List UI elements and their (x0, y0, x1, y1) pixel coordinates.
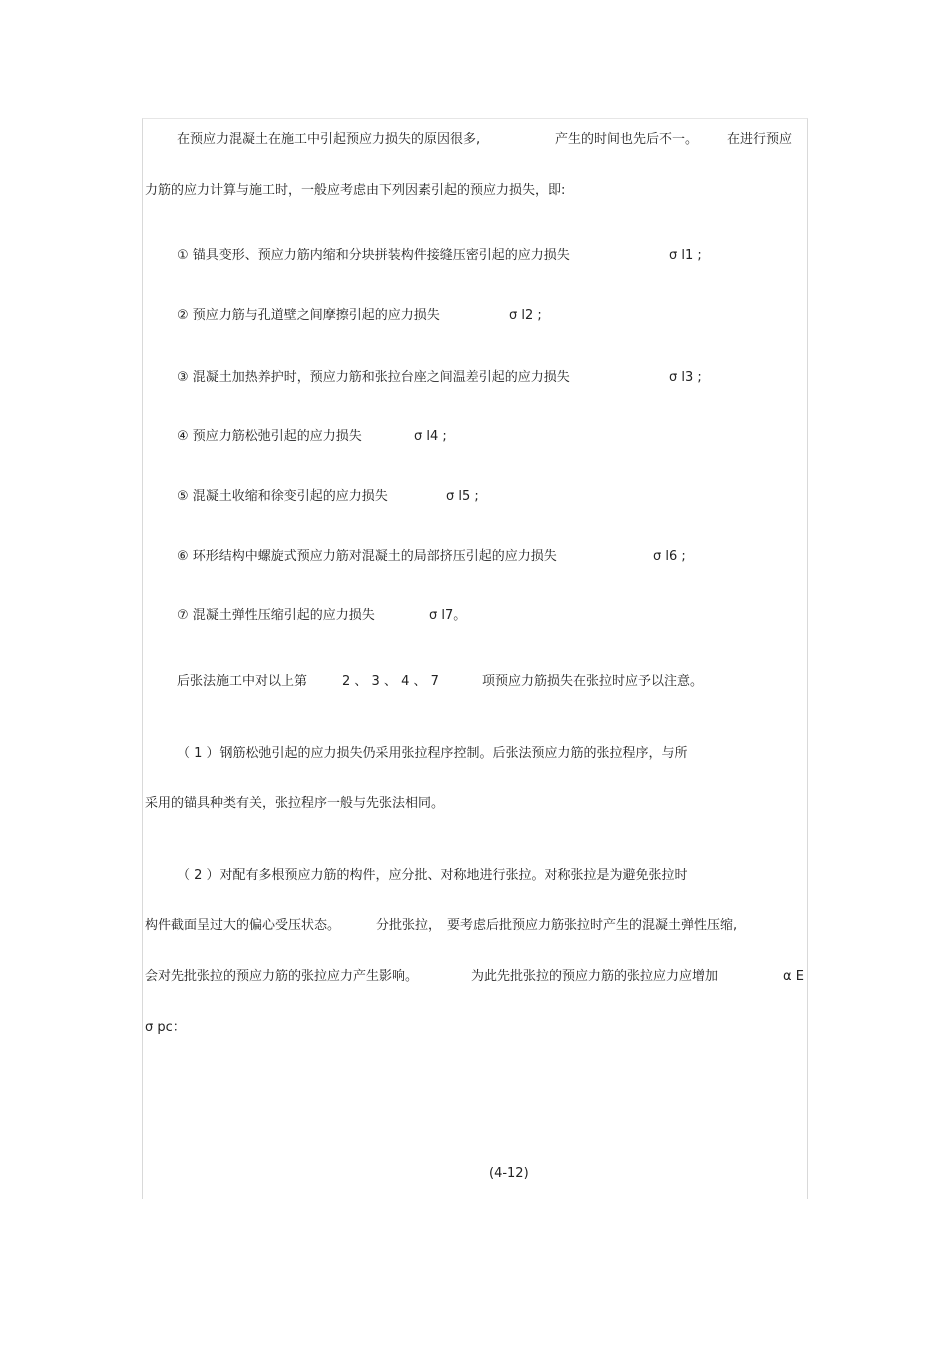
para2-line-1: （ 2 ）对配有多根预应力筋的构件，应分批、对称地进行张拉。对称张拉是为避免张拉时 (177, 868, 688, 883)
intro-text-1b: 产生的时间也先后不一。 (555, 132, 699, 147)
para2-text-2a: 构件截面呈过大的偏心受压状态。 (145, 918, 341, 933)
para1-line-1: （ 1 ）钢筋松弛引起的应力损失仍采用张拉程序控制。后张法预应力筋的张拉程序，与所 (177, 746, 688, 761)
list-item-symbol: σ l7。 (429, 608, 467, 623)
para2-text-3c: α E (783, 969, 804, 984)
list-item-text: ⑥ 环形结构中螺旋式预应力筋对混凝土的局部挤压引起的应力损失 (177, 549, 557, 564)
equation-label: (4-12) (489, 1166, 529, 1181)
list-item-symbol: σ l4 ; (414, 429, 447, 444)
list-item-text: ① 锚具变形、预应力筋内缩和分块拼装构件接缝压密引起的应力损失 (177, 248, 570, 263)
list-item-text: ③ 混凝土加热养护时，预应力筋和张拉台座之间温差引起的应力损失 (177, 370, 570, 385)
note-text-c: 项预应力筋损失在张拉时应予以注意。 (482, 674, 704, 689)
list-item-symbol: σ l3 ; (669, 370, 702, 385)
intro-text-1c: 在进行预应 (727, 132, 793, 147)
para1-line-2: 采用的锚具种类有关，张拉程序一般与先张法相同。 (145, 796, 445, 811)
para2-text-3b: 为此先批张拉的预应力筋的张拉应力应增加 (471, 969, 719, 984)
para2-text-2b: 分批张拉， (376, 918, 442, 933)
list-item-symbol: σ l1 ; (669, 248, 702, 263)
list-item-text: ④ 预应力筋松弛引起的应力损失 (177, 429, 362, 444)
list-item-symbol: σ l2 ; (509, 308, 542, 323)
note-text-a: 后张法施工中对以上第 (177, 674, 308, 689)
intro-line-2: 力筋的应力计算与施工时，一般应考虑由下列因素引起的预应力损失，即: (145, 183, 566, 198)
list-item-text: ② 预应力筋与孔道壁之间摩擦引起的应力损失 (177, 308, 440, 323)
note-text-b: 2 、 3 、 4 、 7 (342, 674, 439, 689)
para2-text-2c: 要考虑后批预应力筋张拉时产生的混凝土弹性压缩, (447, 918, 738, 933)
list-item-symbol: σ l6 ; (653, 549, 686, 564)
para2-text-3a: 会对先批张拉的预应力筋的张拉应力产生影响。 (145, 969, 419, 984)
list-item-text: ⑦ 混凝土弹性压缩引起的应力损失 (177, 608, 375, 623)
para2-line-4: σ pc： (145, 1020, 186, 1035)
list-item-text: ⑤ 混凝土收缩和徐变引起的应力损失 (177, 489, 388, 504)
page-frame (142, 118, 808, 1199)
intro-text-1a: 在预应力混凝土在施工中引起预应力损失的原因很多, (177, 132, 481, 147)
list-item-symbol: σ l5 ; (446, 489, 479, 504)
